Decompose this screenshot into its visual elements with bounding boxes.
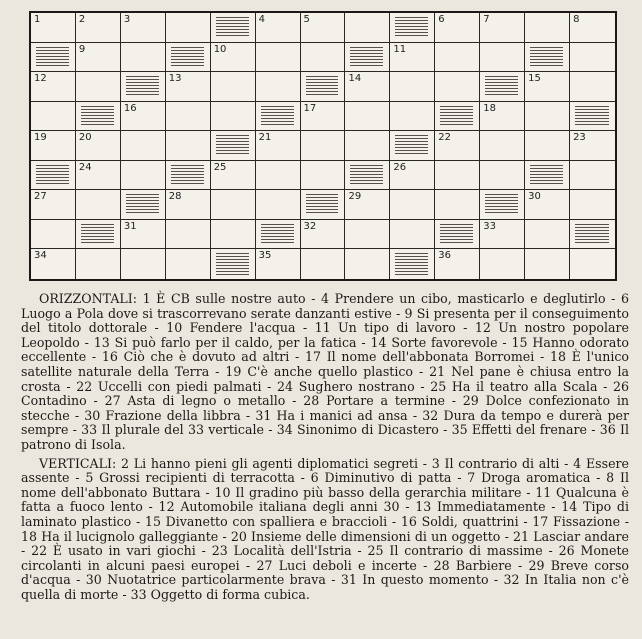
black-cell [301, 72, 346, 102]
grid-cell [256, 131, 301, 161]
clue-number: 26 [393, 161, 407, 173]
clue-number: 17 [303, 102, 317, 114]
clue-number: 30 [528, 191, 541, 203]
clue-number: 15 [528, 73, 541, 85]
grid-cell [480, 13, 525, 43]
grid-cell [435, 72, 480, 102]
grid-cell [76, 131, 121, 161]
grid-cell [256, 190, 301, 220]
grid-cell [256, 249, 301, 279]
clue-number: 2 [78, 14, 86, 25]
grid-cell [570, 190, 615, 220]
grid-cell [211, 43, 256, 73]
grid-cell [570, 43, 615, 73]
grid-cell [211, 220, 256, 250]
grid-cell [345, 72, 390, 102]
grid-cell [211, 102, 256, 132]
clue-number: 14 [348, 73, 362, 85]
clue-number: 18 [483, 102, 496, 114]
grid-cell [570, 161, 615, 191]
grid-cell [525, 72, 570, 102]
grid-cell [435, 190, 480, 220]
grid-cell [525, 131, 570, 161]
crossword-grid [29, 11, 617, 281]
grid-cell [166, 220, 211, 250]
black-cell [121, 190, 166, 220]
grid-cell [31, 131, 76, 161]
clue-number: 11 [393, 43, 407, 55]
grid-cell [345, 190, 390, 220]
grid-cell [76, 43, 121, 73]
grid-cell [525, 249, 570, 279]
black-cell [525, 161, 570, 191]
grid-cell [121, 161, 166, 191]
clue-number: 5 [303, 14, 310, 25]
grid-cell [31, 72, 76, 102]
grid-cell [301, 161, 346, 191]
clue-number: 36 [438, 250, 452, 262]
grid-cell [211, 161, 256, 191]
grid-cell [121, 102, 166, 132]
grid-cell [256, 13, 301, 43]
grid-cell [76, 13, 121, 43]
clue-number: 29 [348, 191, 362, 203]
grid-cell [435, 161, 480, 191]
clue-number: 34 [34, 250, 47, 262]
black-cell [435, 102, 480, 132]
black-cell [166, 43, 211, 73]
clue-number: 3 [123, 14, 131, 25]
grid-cell [345, 249, 390, 279]
grid-cell [345, 220, 390, 250]
black-cell [211, 249, 256, 279]
grid-cell [166, 72, 211, 102]
black-cell [76, 220, 121, 250]
grid-cell [435, 131, 480, 161]
grid-cell [480, 161, 525, 191]
grid-cell [211, 190, 256, 220]
black-cell [301, 190, 346, 220]
clue-number: 22 [438, 132, 452, 144]
clue-number: 31 [123, 220, 137, 232]
clue-number: 9 [78, 43, 86, 55]
grid-cell [166, 13, 211, 43]
grid-cell [31, 220, 76, 250]
black-cell [390, 13, 435, 43]
clue-number: 7 [483, 14, 490, 25]
grid-cell [570, 131, 615, 161]
black-cell [345, 43, 390, 73]
grid-cell [390, 161, 435, 191]
black-cell [525, 43, 570, 73]
down-clues: VERTICALI: 2 Li hanno pieni gli agenti diplomatici segreti - 3 Il contrario di alti - 4 Essere assente - 5 Grossi recipienti di terracotta - 6 Diminutivo di patta - 7 Droga aromatica - 8 Il nome dell'abbonato Buttara - 10 Il gradino più basso della gerarchia militare - 11 Qualcuna è fatta a fuoco lento - 12 Automobile italiana degli anni 30 - 13 Immediatamente - 14 Tipo di laminato plastico - 15 Divanetto con spalliera e braccioli - 16 Soldi, quattrini - 17 Fissazione - 18 Ha il lucignolo galleggiante - 20 Insieme delle dimensioni di un oggetto - 21 Lasciar andare - 22 È usato in vari giochi - 23 Località dell'Istria - 25 Il contrario di massime - 26 Monete circolanti in alcuni paesi europei - 27 Luci deboli e incerte - 28 Barbiere - 29 Breve corso d'acqua - 30 Nuotatrice particolarmente brava - 31 In questo momento - 32 In Italia non c'è quella di morte - 33 Oggetto di forma cubica. [21, 455, 629, 602]
clue-number: 13 [168, 73, 182, 85]
clue-number: 25 [213, 161, 227, 173]
grid-cell [31, 102, 76, 132]
black-cell [76, 102, 121, 132]
grid-cell [76, 190, 121, 220]
across-clues: ORIZZONTALI: 1 È CB sulle nostre auto - 4 Prendere un cibo, masticarlo e deglutirlo - 6 Luogo a Pola dove si trascorrevano serate danzanti estive - 9 Si presenta per il conseguimento del titolo dottorale - 10 Fendere l'acqua - 11 Un tipo di lavoro - 12 Un nostro popolare Leopoldo - 13 Si può farlo per il caldo, per la fatica - 14 Sorte favorevole - 15 Hanno odorato eccellente - 16 Ciò che è dovuto ad altri - 17 Il nome dell'abbonata Borromei - 18 È l'unico satellite naturale della Terra - 19 C'è anche quello plastico - 21 Nel pane è chiusa entro la crosta - 22 Uccelli con piedi palmati - 24 Sughero nostrano - 25 Ha il teatro alla Scala - 26 Contadino - 27 Asta di legno o metallo - 28 Portare a termine - 29 Dolce confezionato in stecche - 30 Frazione della libbra - 31 Ha i manici ad ansa - 32 Dura da tempo e durerà per sempre - 33 Il plurale del 33 verticale - 34 Sinonimo di Dicastero - 35 Effetti del frenare - 36 Il patrono di Isola. [21, 291, 629, 452]
grid-cell [301, 102, 346, 132]
grid-cell [301, 13, 346, 43]
clue-number: 19 [34, 132, 47, 144]
grid-cell [166, 249, 211, 279]
grid-cell [345, 13, 390, 43]
grid-cell [390, 43, 435, 73]
grid-cell [570, 72, 615, 102]
black-cell [435, 220, 480, 250]
clue-number: 8 [573, 14, 580, 25]
grid-cell [435, 13, 480, 43]
black-cell [166, 161, 211, 191]
grid-cell [570, 249, 615, 279]
grid-cell [76, 72, 121, 102]
grid-cell [76, 161, 121, 191]
clue-number: 28 [168, 191, 182, 203]
clue-number: 12 [34, 73, 47, 85]
grid-cell [121, 220, 166, 250]
black-cell [31, 43, 76, 73]
clue-number: 23 [573, 132, 586, 144]
clue-number: 4 [258, 14, 265, 25]
grid-cell [76, 249, 121, 279]
grid-cell [525, 220, 570, 250]
grid-cell [525, 13, 570, 43]
clue-number: 35 [258, 250, 272, 262]
grid-cell [480, 220, 525, 250]
grid-cell [256, 72, 301, 102]
clue-number: 21 [258, 132, 272, 144]
clue-number: 1 [34, 14, 41, 25]
clue-number: 27 [34, 191, 47, 203]
grid-cell [390, 72, 435, 102]
black-cell [480, 190, 525, 220]
grid-cell [256, 161, 301, 191]
grid-cell [121, 249, 166, 279]
black-cell [570, 102, 615, 132]
grid-cell [166, 190, 211, 220]
black-cell [345, 161, 390, 191]
black-cell [570, 220, 615, 250]
clue-number: 6 [438, 14, 445, 25]
black-cell [211, 13, 256, 43]
black-cell [256, 220, 301, 250]
grid-cell [166, 131, 211, 161]
grid-cell [211, 72, 256, 102]
grid-cell [525, 190, 570, 220]
clues-section [21, 292, 629, 606]
black-cell [256, 102, 301, 132]
grid-cell [390, 190, 435, 220]
grid-cell [301, 220, 346, 250]
grid-cell [570, 13, 615, 43]
grid-cell [256, 43, 301, 73]
black-cell [390, 131, 435, 161]
grid-cell [121, 131, 166, 161]
grid-cell [390, 102, 435, 132]
grid-cell [31, 190, 76, 220]
clue-number: 33 [483, 220, 496, 232]
black-cell [211, 131, 256, 161]
clue-number: 20 [78, 132, 92, 144]
clue-number: 16 [123, 102, 137, 114]
clue-number: 24 [78, 161, 92, 173]
black-cell [121, 72, 166, 102]
grid-cell [301, 249, 346, 279]
grid-cell [121, 13, 166, 43]
grid-cell [301, 43, 346, 73]
grid-cell [480, 131, 525, 161]
black-cell [31, 161, 76, 191]
grid-cell [345, 131, 390, 161]
grid-cell [525, 102, 570, 132]
grid-cell [390, 220, 435, 250]
grid-cell [345, 102, 390, 132]
grid-cell [480, 249, 525, 279]
grid-cell [166, 102, 211, 132]
grid-cell [435, 249, 480, 279]
grid-cell [31, 249, 76, 279]
grid-cell [480, 43, 525, 73]
grid-cell [480, 102, 525, 132]
grid-cell [31, 13, 76, 43]
black-cell [480, 72, 525, 102]
clue-number: 32 [303, 220, 317, 232]
grid-cell [435, 43, 480, 73]
grid-cell [121, 43, 166, 73]
grid-cell [301, 131, 346, 161]
clue-number: 10 [213, 43, 227, 55]
black-cell [390, 249, 435, 279]
